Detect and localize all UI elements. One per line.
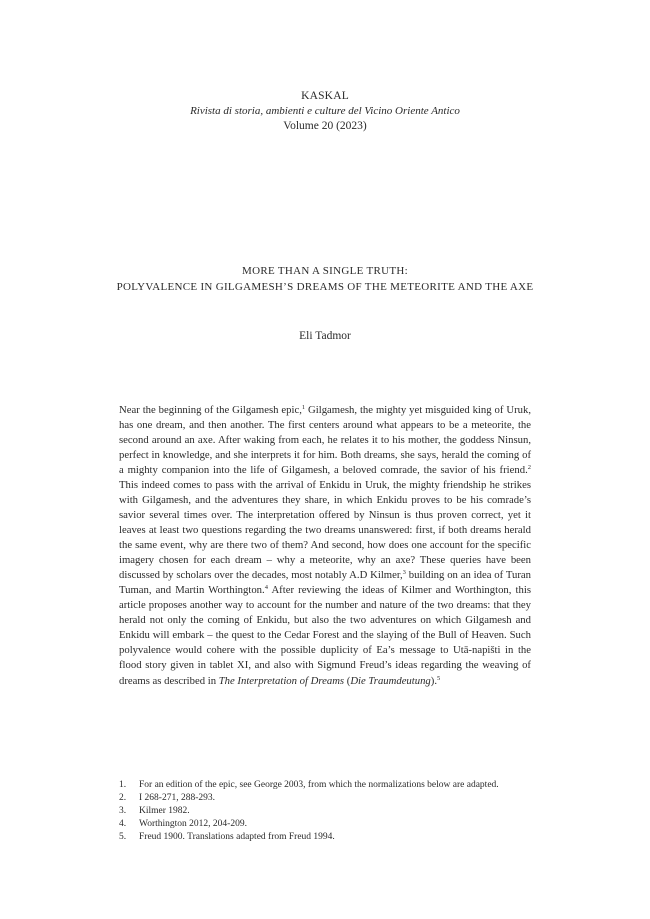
footnote-number: 5. <box>119 832 127 843</box>
footnote-item <box>119 818 531 831</box>
article-title <box>0 263 650 295</box>
body-paragraph <box>119 403 531 689</box>
footnote-ref-2[interactable]: 2 <box>527 463 531 471</box>
footnote-text: Freud 1900. Translations adapted from Freud 1994. <box>139 832 335 843</box>
footnote-item <box>119 831 531 844</box>
footnote-text: For an edition of the epic, see George 2003, from which the normalizations below are adapted. <box>139 780 499 790</box>
footnote-number: 4. <box>119 819 127 830</box>
body-text: ). <box>430 674 438 687</box>
footnote-text: I 268-271, 288-293. <box>139 793 215 804</box>
footnotes-list <box>119 779 531 844</box>
journal-subtitle: Rivista di storia, ambienti e culture del Vicino Oriente Antico <box>190 105 460 117</box>
body-text: ( <box>344 674 351 687</box>
article-author: Eli Tadmor <box>299 330 351 342</box>
footnote-item <box>119 792 531 805</box>
book-title-english: The Interpretation of Dreams <box>218 674 345 687</box>
journal-volume: Volume 20 (2023) <box>283 120 367 132</box>
footnote-ref-5[interactable]: 5 <box>437 674 441 682</box>
body-text: Gilgamesh, the mighty yet misguided king of Uruk, has one dream, and then another. The first centers around what appears to be a meteorite, the second around an axe. After waking from each, he relates it to his mother, the goddess Ninsun, perfect in knowledge, and she interprets it for him. Both dreams, she says, herald the coming of a mighty companion into the life of Gilgamesh, a beloved comrade, the savior of his friend. <box>119 403 531 476</box>
article-title-line-1: MORE THAN A SINGLE TRUTH: <box>242 265 408 277</box>
journal-name: KASKAL <box>301 90 349 102</box>
footnote-number: 3. <box>119 806 127 817</box>
body-text: building on an idea of Turan Tuman, and Martin Worthington. <box>119 569 531 597</box>
body-text: This indeed comes to pass with the arrival of Enkidu in Uruk, the mighty friendship he strikes with Gilgamesh, and the adventures they share, in which Enkidu proves to be his comrade’s savior several times over. The interpretation offered by Ninsun is thus proven correct, yet it leaves at least two questions regarding the two dreams unanswered: first, if both dreams herald the same event, why are there two of them? And second, how does one account for the specific imagery chosen for each dream – why a meteorite, why an axe? These queries have been discussed by scholars over the decades, most notably A.D Kilmer, <box>119 478 531 582</box>
footnote-ref-3[interactable]: 3 <box>402 569 406 577</box>
footnote-ref-4[interactable]: 4 <box>264 584 268 592</box>
journal-header <box>0 89 650 134</box>
footnote-text: Kilmer 1982. <box>139 806 190 817</box>
book-title-german: Die Traumdeutung <box>350 674 431 687</box>
footnote-item <box>119 779 531 792</box>
article-title-line-2: POLYVALENCE IN GILGAMESH’S DREAMS OF THE METEORITE AND THE AXE <box>116 281 534 293</box>
footnote-ref-1[interactable]: 1 <box>301 403 306 411</box>
body-text: Near the beginning of the Gilgamesh epic, <box>119 403 302 416</box>
footnote-number: 1. <box>119 780 127 790</box>
body-text: After reviewing the ideas of Kilmer and Worthington, this article proposes another way to account for the number and nature of the two dreams: that they herald not only the coming of Enkidu, but also the two adventures on which Gilgamesh and Enkidu will embark – the quest to the Cedar Forest and the slaying of the Bull of Heaven. Such polyvalence would cohere with the possible duplicity of Ea’s message to Utā-napišti in the flood story given in tablet XI, and also with Sigmund Freud’s ideas regarding the weaving of dreams as described in <box>119 584 531 687</box>
footnote-text: Worthington 2012, 204-209. <box>139 819 247 830</box>
footnote-item <box>119 805 531 818</box>
footnote-number: 2. <box>119 793 127 804</box>
